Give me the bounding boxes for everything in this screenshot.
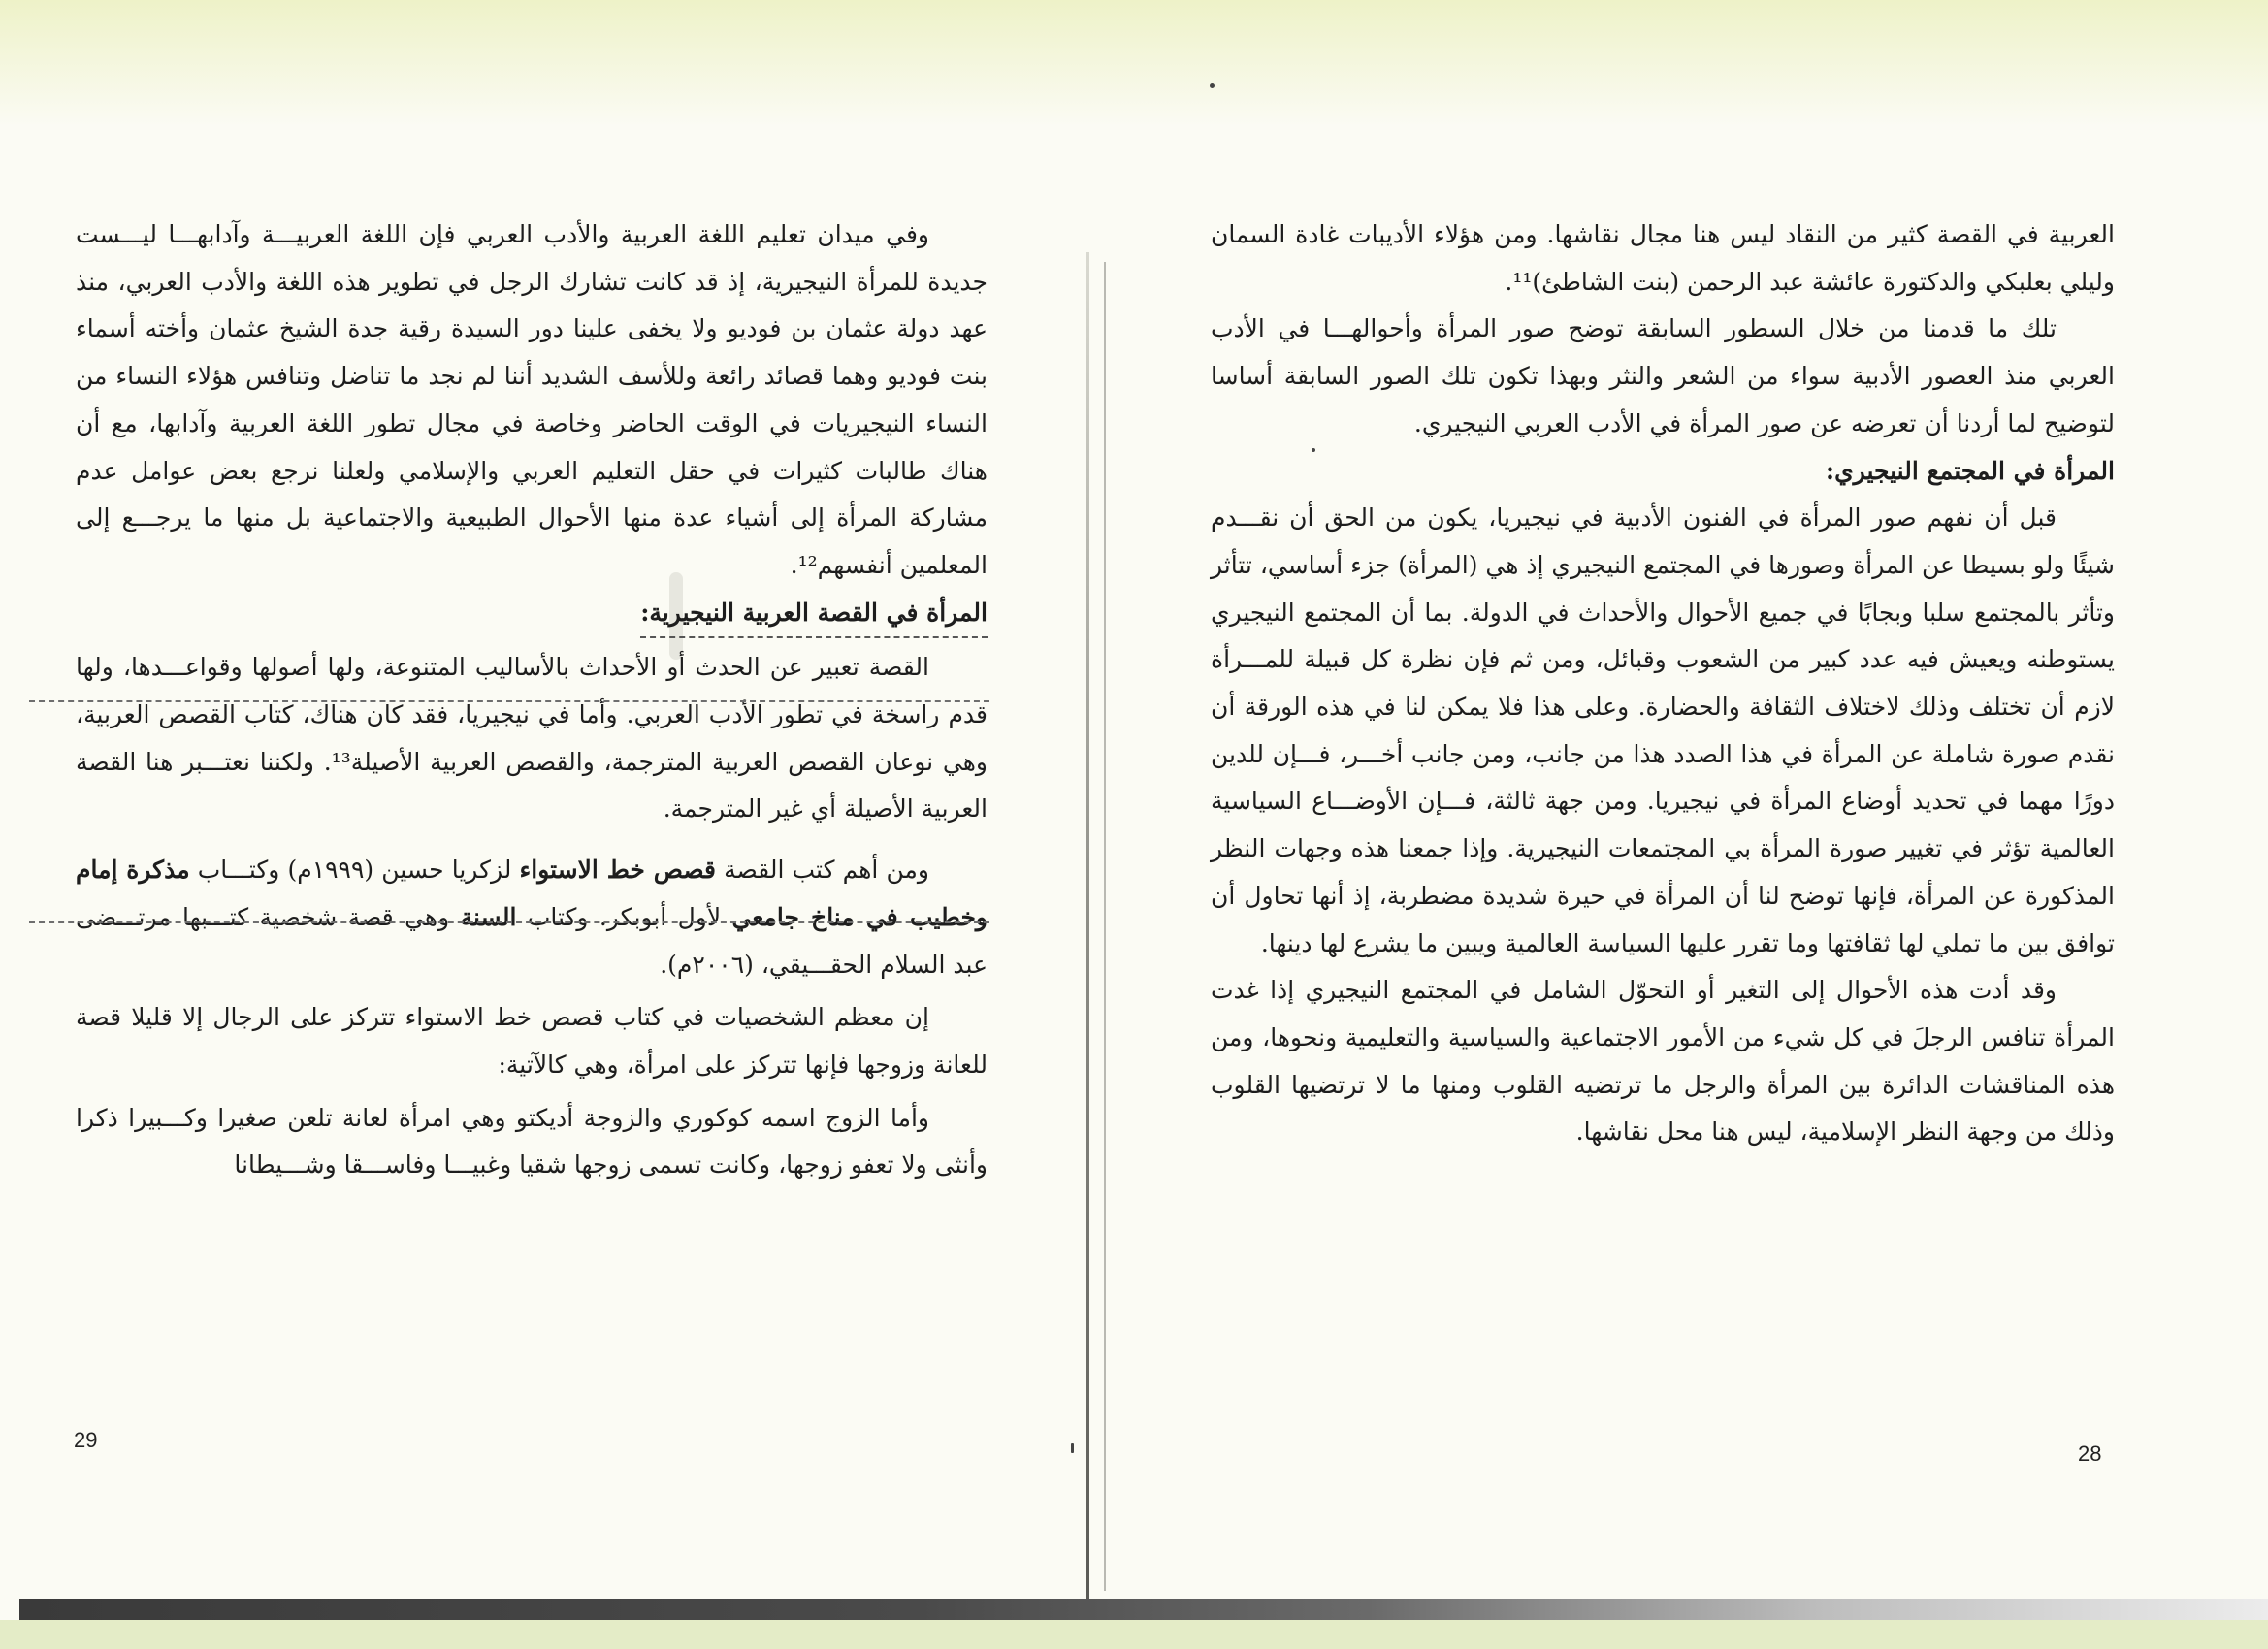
book-gutter <box>1086 252 1089 1600</box>
scan-background-tint <box>0 0 2268 126</box>
scan-speck <box>1071 1443 1074 1453</box>
book-gutter-shadow <box>1104 262 1106 1591</box>
dashed-rule <box>29 922 989 923</box>
page-number: 28 <box>2078 1441 2102 1466</box>
paragraph: العربية في القصة كثير من النقاد ليس هنا مجال نقاشها. ومن هؤلاء الأديبات غادة السمان وليلي بعلبكي والدكتورة عائشة عبد الرحمن (بنت الشاطئ)¹¹. <box>1211 220 2115 296</box>
scan-shadow-band <box>19 1599 2268 1620</box>
book-title: قصص خط الاستواء <box>519 856 716 885</box>
scan-speck <box>1210 83 1215 88</box>
paragraph: القصة تعبير عن الحدث أو الأحداث بالأساليب المتنوعة، ولها أصولها وقواعـــدها، ولها قدم راسخة في تطور الأدب العربي. وأما في نيجيريا، فقد كان هناك، كتاب القصص العربية، وهي نوعان القصص العربية المترجمة، والقصص العربية الأصيلة¹³. ولكننا نعتـــبر هنا القصة العربية الأصيلة أي غير المترجمة. <box>76 653 988 824</box>
section-heading: المرأة في القصة العربية النيجيرية: <box>76 590 988 639</box>
scan-bottom-edge <box>0 1620 2268 1649</box>
book-title: مذكرة إمام وخطيب في مناخ جامعي <box>76 856 988 931</box>
paragraph: وفي ميدان تعليم اللغة العربية والأدب العربي فإن اللغة العربيـــة وآدابهـــا ليـــست جديدة للمرأة النيجيرية، إذ قد كانت تشارك الرجل في تطوير هذه اللغة والأدب العربي، منذ عهد دولة عثمان بن فوديو ولا يخفى علينا دور السيدة رقية جدة الشيخ عثمان وأخته أسماء بنت فوديو وهما قصائد رائعة وللأسف الشديد أننا لم نجد ما تناضل وتنافس هؤلاء النساء من النساء النيجيريات في الوقت الحاضر وخاصة في مجال تطور اللغة العربية وآدابها، مع أن هناك طالبات كثيرات في حقل التعليم العربي والإسلامي ولعلنا نرجع بعض عوامل عدم مشاركة المرأة إلى أشياء عدة منها الأحوال الطبيعية والاجتماعية بل منها ما يرجـــع إلى المعلمين أنفسهم¹². <box>76 220 988 579</box>
book-title: السنة <box>460 902 517 931</box>
paragraph: إن معظم الشخصيات في كتاب قصص خط الاستواء تتركز على الرجال إلا قليلا قصة للعانة وزوجها فإنها تتركز على امرأة، وهي كالآتية: <box>76 1003 988 1079</box>
right-page <box>1211 211 2115 1156</box>
section-heading: المرأة في المجتمع النيجيري: <box>1825 456 2115 485</box>
books-paragraph: ومن أهم كتب القصة قصص خط الاستواء لزكريا حسين (١٩٩٩م) وكتـــاب مذكرة إمام وخطيب في مناخ جامعي لأول أبوبكر. وكتاب السنة وهي قصة شخصية كتـــبها مرتـــضى عبد السلام الحقـــيقي، (٢٠٠٦م). <box>76 856 988 979</box>
paragraph: قبل أن نفهم صور المرأة في الفنون الأدبية في نيجيريا، يكون من الحق أن نقـــدم شيئًا ولو بسيطا عن المرأة وصورها في المجتمع النيجيري إذ هي (المرأة) جزء أساسي، تتأثر وتأثر بالمجتمع سلبا وبجابًا في جميع الأحوال والأحداث في الدولة. بما أن المجتمع النيجيري يستوطنه ويعيش فيه عدد كبير من الشعوب وقبائل، ومن ثم فإن نظرة كل قبيلة للمـــرأة لازم أن تختلف وذلك لاختلاف الثقافة والحضارة. وعلى هذا فلا يمكن لنا في هذه الورقة أن نقدم صورة شاملة عن المرأة في هذا الصدد هذا من جانب، ومن جانب أخـــر، فـــإن للدين دورًا مهما في تحديد أوضاع المرأة في نيجيريا. ومن جهة ثالثة، فـــإن الأوضـــاع السياسية العالمية تؤثر في تغيير صورة المرأة بي المجتمعات النيجيرية. وإذا جمعنا هذه وجهات النظر المذكورة عن المرأة، فإنها توضح لنا أن المرأة في حيرة شديدة مضطربة، إذ أنها تحاول أن توافق بين ما تملي لها ثقافتها وما تقرر عليها السياسة العالمية ويبين ما يشرع لها دينها. <box>1211 503 2115 957</box>
paragraph: وقد أدت هذه الأحوال إلى التغير أو التحوّل الشامل في المجتمع النيجيري إذا غدت المرأة تنافس الرجلَ في كل شيء من الأمور الاجتماعية والسياسية والتعليمية ونحوها، ومن هذه المناقشات الدائرة بين المرأة والرجل ما ترتضيه القلوب ومنها ما لا ترتضيها القلوب وذلك من وجهة النظر الإسلامية، ليس هنا محل نقاشها. <box>1211 976 2115 1147</box>
paragraph: تلك ما قدمنا من خلال السطور السابقة توضح صور المرأة وأحوالهـــا في الأدب العربي منذ العصور الأدبية سواء من الشعر والنثر وبهذا تكون تلك الصور السابقة أساسا لتوضيح لما أردنا أن تعرضه عن صور المرأة في الأدب العربي النيجيري. <box>1211 314 2115 437</box>
dashed-rule <box>29 700 989 702</box>
paragraph: وأما الزوج اسمه كوكوري والزوجة أديكتو وهي امرأة لعانة تلعن صغيرا وكـــبيرا ذكرا وأنثى ولا تعفو زوجها، وكانت تسمى زوجها شقيا وغبيـــا وفاســـقا وشـــيطانا <box>76 1103 988 1180</box>
page-number: 29 <box>74 1428 98 1452</box>
